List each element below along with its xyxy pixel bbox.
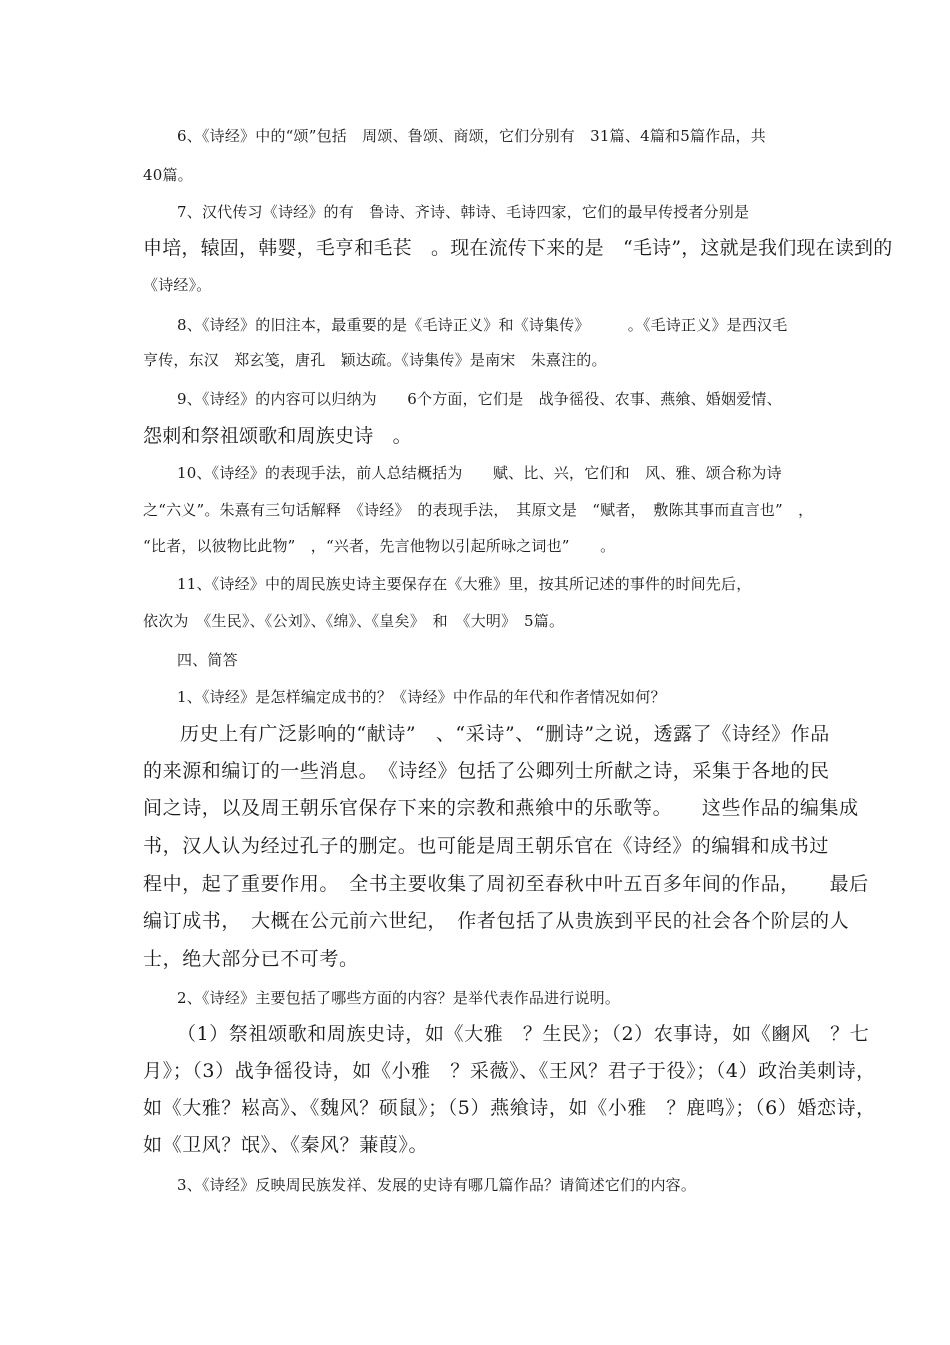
fill-blank-item-6-continued: 40篇。	[143, 166, 193, 184]
fill-blank-item-11: 11、《诗经》中的周民族史诗主要保存在《大雅》里，按其所记述的事件的时间先后，	[177, 575, 752, 593]
answer-2-line: 如《卫风？氓》、《秦风？蒹葭》。	[143, 1134, 429, 1156]
fill-blank-item-9-continued: 怨刺和祭祖颂歌和周族史诗 。	[143, 425, 412, 447]
fill-blank-item-6: 6、《诗经》中的“颂”包括 周颂、鲁颂、商颂，它们分别有 31篇、4篇和5篇作品，共	[177, 127, 766, 145]
fill-blank-item-8-continued: 亨传，东汉 郑玄笺，唐孔 颖达疏。《诗集传》是南宋 朱熹注的。	[143, 351, 607, 369]
fill-blank-item-10-end: “比者，以彼物比此物” ，“兴者，先言他物以引起所咏之词也” 。	[143, 537, 616, 555]
section-heading-short-answer: 四、简答	[177, 651, 238, 669]
fill-blank-item-9: 9、《诗经》的内容可以归纳为 6个方面，它们是 战争徭役、农事、燕飨、婚姻爱情、	[177, 390, 782, 408]
fill-blank-item-10-continued: 之“六义”。朱熹有三句话解释 《诗经》 的表现手法， 其原文是 “赋者， 敷陈其事而直言也” ，	[143, 501, 814, 519]
answer-2-line: 如《大雅？崧高》、《魏风？硕鼠》；（5）燕飨诗，如《小雅 ？鹿鸣》；（6）婚恋诗，	[143, 1097, 876, 1119]
answer-1-line: 士，绝大部分已不可考。	[143, 948, 359, 970]
answer-1-line: 历史上有广泛影响的“献诗” 、“采诗”、“删诗”之说，透露了《诗经》作品	[180, 723, 830, 745]
fill-blank-item-7-end: 《诗经》。	[143, 276, 212, 294]
answer-1-line: 编订成书， 大概在公元前六世纪， 作者包括了从贵族到平民的社会各个阶层的人	[143, 910, 850, 932]
answer-1-line: 程中，起了重要作用。 全书主要收集了周初至春秋中叶五百多年间的作品， 最后	[143, 873, 869, 895]
answer-1-line: 书，汉人认为经过孔子的删定。也可能是周王朝乐官在《诗经》的编辑和成书过	[143, 835, 830, 857]
answer-2-line: （1）祭祖颂歌和周族史诗，如《大雅 ？生民》；（2）农事诗，如《豳风 ？七	[177, 1023, 870, 1045]
answer-2-line: 月》；（3）战争徭役诗，如《小雅 ？采薇》、《王风？君子于役》；（4）政治美刺诗，	[143, 1060, 876, 1082]
fill-blank-item-8: 8、《诗经》的旧注本，最重要的是《毛诗正义》和《诗集传》 。《毛诗正义》是西汉毛	[177, 316, 788, 334]
fill-blank-item-11-continued: 依次为 《生民》、《公刘》、《绵》、《皇矣》 和 《大明》 5篇。	[143, 612, 565, 630]
fill-blank-item-7: 7、汉代传习《诗经》的有 鲁诗、齐诗、韩诗、毛诗四家，它们的最早传授者分别是	[177, 203, 750, 221]
question-2: 2、《诗经》主要包括了哪些方面的内容？是举代表作品进行说明。	[177, 989, 621, 1007]
answer-1-line: 的来源和编订的一些消息。 《诗经》包括了公卿列士所献之诗，采集于各地的民	[143, 760, 830, 782]
fill-blank-item-10: 10、《诗经》的表现手法，前人总结概括为 赋、比、兴，它们和 风、雅、颂合称为诗	[177, 464, 782, 482]
fill-blank-item-7-continued: 申培，辕固，韩婴，毛亨和毛苌 。现在流传下来的是 “毛诗”，这就是我们现在读到的	[143, 237, 893, 259]
answer-1-line: 间之诗，以及周王朝乐官保存下来的宗教和燕飨中的乐歌等。 这些作品的编集成	[143, 797, 859, 819]
question-3: 3、《诗经》反映周民族发祥、发展的史诗有哪几篇作品？请简述它们的内容。	[177, 1176, 697, 1194]
question-1: 1、《诗经》是怎样编定成书的？《诗经》中作品的年代和作者情况如何？	[177, 688, 666, 706]
